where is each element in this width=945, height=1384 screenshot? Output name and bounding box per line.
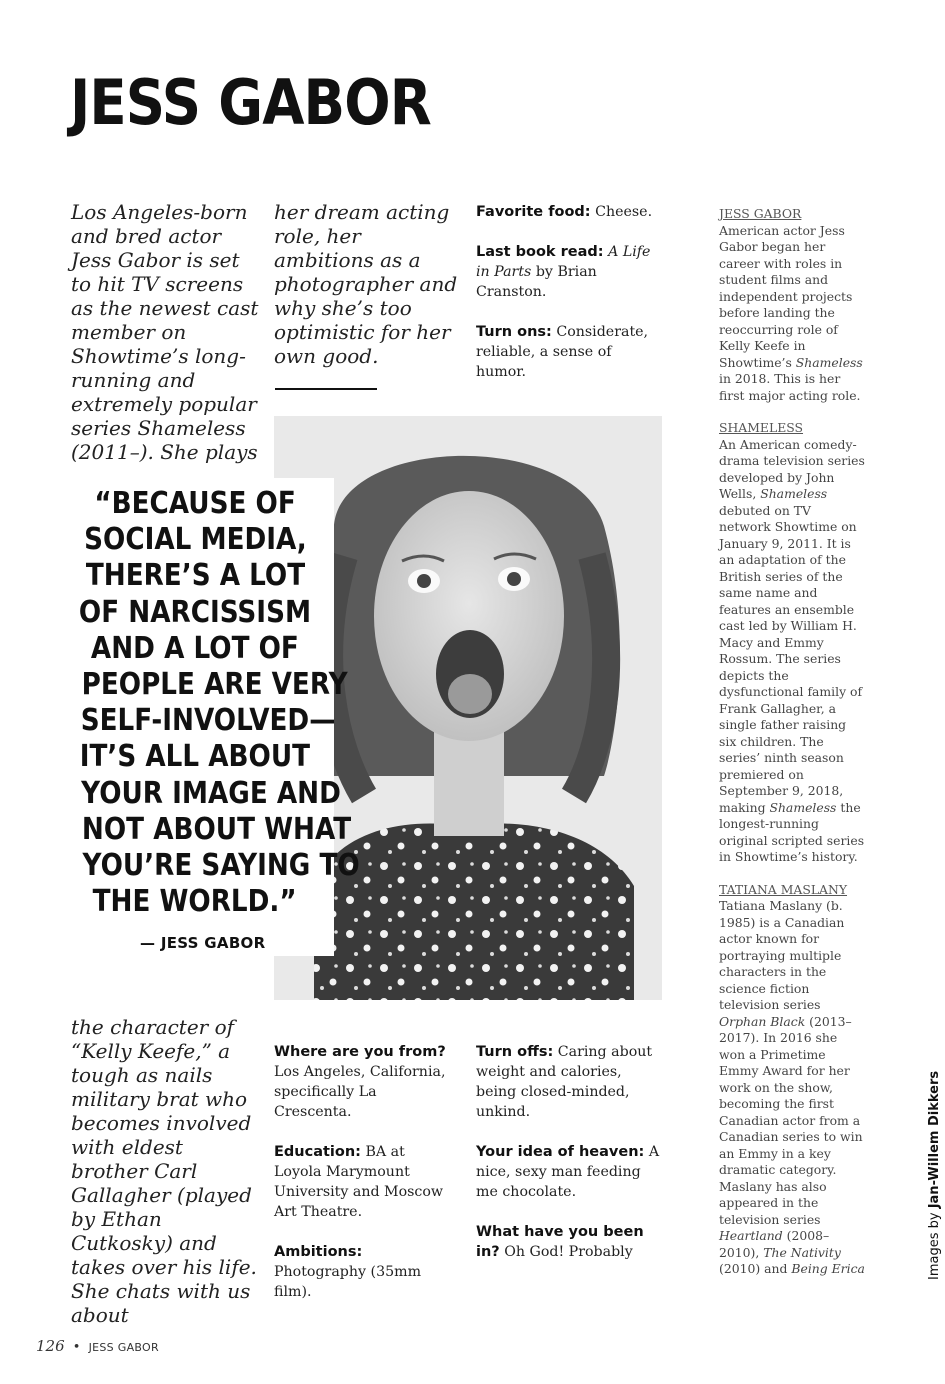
sidebar-heading-jess: JESS GABOR [719,206,802,221]
photo-credit: Images by Jan-Willem Dikkers [927,1070,942,1280]
qa-been-in: What have you been in? Oh God! Probably [476,1224,644,1260]
qa-column-left [274,1042,456,1322]
sidebar-heading-shameless: SHAMELESS [719,420,804,435]
page-footer [36,1337,159,1355]
intro-column-2: her dream acting role, her ambitions as a photographer and why she’s too optimistic for her own good. [274,200,458,368]
intro-column-1: Los Angeles-born and bred actor Jess Gabor is set to hit TV screens as the newest cast member on Showtime’s long-running and extremely popular series Shameless (2011–). She plays [71,200,259,464]
sidebar-entry-tatiana: TATIANA MASLANY Tatiana Maslany (b. 1985) is a Canadian actor known for portraying multiple characters in the science fiction television series Orphan Black (2013–2017). In 2016 she won a Primetime Emmy Award for her work on the show, becoming the first Canadian actor from a Canadian series to win an Emmy in a key dramatic category. Maslany has also appeared in the television series Heartland (2008–2010), The Nativity (2010) and Being Erica [719,881,865,1276]
qa-heaven: Your idea of heaven: A nice, sexy man feeding me chocolate. [476,1144,660,1200]
qa-column-right [476,1042,662,1282]
article-title: JESS GABOR [70,66,431,139]
qa-education: Education: BA at Loyola Marymount University and Moscow Art Theatre. [274,1144,444,1220]
sidebar-heading-tatiana: TATIANA MASLANY [719,881,848,897]
sidebar-entry-shameless: SHAMELESS An American comedy-drama television series developed by John Wells, Shameless debuted on TV network Showtime on January 9, 2011. It is an adaptation of the British series of the same name and features an ensemble cast led by William H. Macy and Emmy Rossum. The series depicts the dysfunctional family of Frank Gallagher, a single father raising six children. The series’ ninth season premiered on September 9, 2018, making Shameless the longest-running original scripted series in Showtime’s history. [719,420,865,864]
quote-attribution: — JESS GABOR [140,934,266,952]
page-number: 126 [36,1337,65,1355]
qa-turn-ons: Turn ons: Considerate, reliable, a sense of humor. [476,324,649,380]
pull-quote: “BECAUSE OF SOCIAL MEDIA, THERE’S A LOT OF NARCISSISM AND A LOT OF PEOPLE ARE VERY SELF-INVOLVED— IT’S ALL ABOUT YOUR IMAGE AND NOT ABOUT WHAT YOU’RE SAYING TO THE WORLD.” [78,486,360,920]
qa-column-top [476,202,666,402]
intro-column-3: the character of “Kelly Keefe,” a tough as nails military brat who becomes involved with eldest brother Carl Gallagher (played by Ethan Cutkosky) and takes over his life. She chats with us about [71,1015,257,1327]
footer-separator: • [72,1340,81,1355]
sidebar-glossary [719,206,865,1294]
qa-where-from: Where are you from? Los Angeles, California, specifically La Crescenta. [274,1044,446,1120]
footer-section: JESS GABOR [88,1341,159,1354]
qa-turn-offs: Turn offs: Caring about weight and calories, being closed-minded, unkind. [476,1044,653,1120]
qa-ambitions: Ambitions: Photography (35mm film). [274,1244,422,1300]
divider-rule [275,388,377,390]
qa-last-book: Last book read: A Life in Parts by Brian Cranston. [476,244,651,300]
sidebar-entry-jess: JESS GABOR American actor Jess Gabor began her career with roles in student films and independent projects before landing the reoccurring role of Kelly Keefe in Showtime’s Shameless in 2018. This is her first major acting role. [719,206,865,404]
qa-favorite-food: Favorite food: Cheese. [476,204,653,220]
